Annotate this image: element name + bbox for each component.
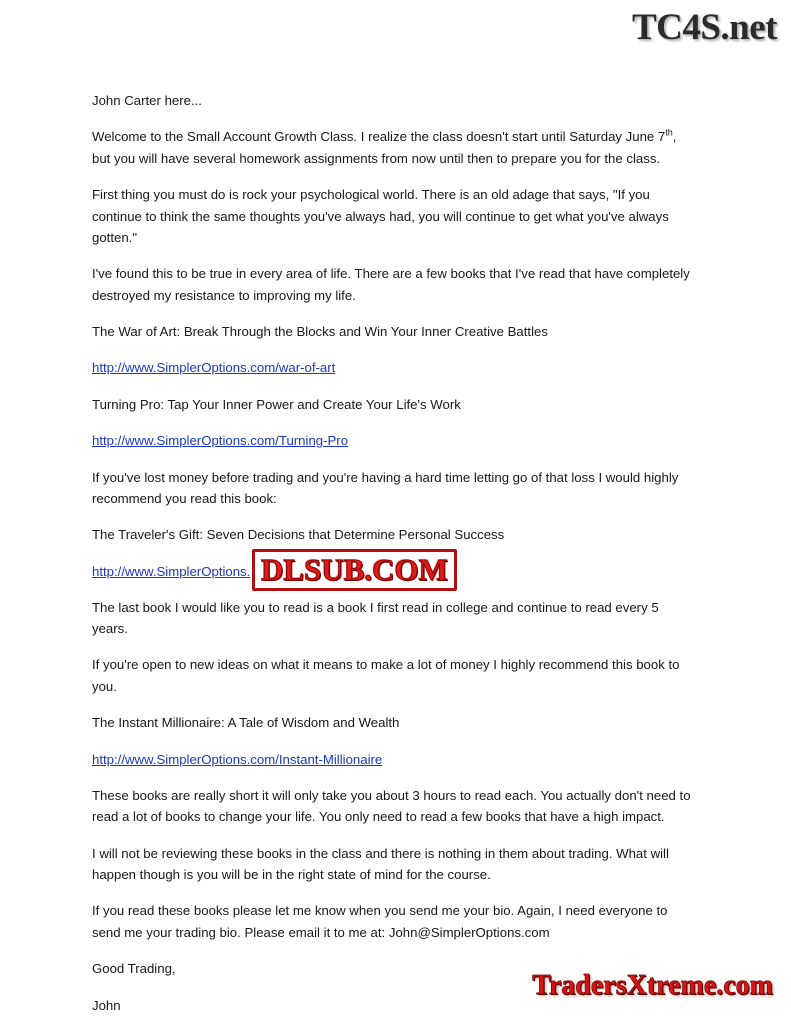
- link-travelers-gift[interactable]: http://www.SimplerOptions.: [92, 563, 251, 579]
- book-title-instant-millionaire: The Instant Millionaire: A Tale of Wisdom and Wealth: [92, 715, 400, 731]
- signature-line: John: [92, 997, 121, 1013]
- book-title-travelers-gift: The Traveler's Gift: Seven Decisions that Determine Personal Success: [92, 527, 505, 543]
- link-row-travelers-gift: [92, 551, 698, 595]
- paragraph-found-true: I've found this to be true in every area of life. There are a few books that I've read that have completely destroyed my resistance to improving my life.: [92, 266, 690, 303]
- book-title-turning-pro: Turning Pro: Tap Your Inner Power and Create Your Life's Work: [92, 396, 461, 412]
- paragraph-bio-request: If you read these books please let me know when you send me your bio. Again, I need everyone to send me your trading bio. Please email it to me at: John@SimplerOptions.com: [92, 903, 668, 940]
- watermark-bottom-right: TradersXtreme.com: [532, 970, 773, 1001]
- paragraph-first-thing: First thing you must do is rock your psychological world. There is an old adage that says, "If you continue to think the same thoughts you've always had, you will continue to get what you've always gotten.": [92, 187, 669, 245]
- watermark-dlsub: DLSUB.COM: [252, 549, 457, 591]
- welcome-text-part-1: Welcome to the Small Account Growth Class. I realize the class doesn't start until Saturday June 7: [92, 129, 666, 145]
- book-title-war-of-art: The War of Art: Break Through the Blocks and Win Your Inner Creative Battles: [92, 324, 548, 339]
- link-war-of-art[interactable]: http://www.SimplerOptions.com/war-of-art: [92, 360, 336, 376]
- date-ordinal-suffix: th: [665, 127, 673, 138]
- welcome-text-part-2: , but you will have several homework assignments from now until then to prepare you for the class.: [92, 129, 677, 166]
- paragraph-not-reviewing: I will not be reviewing these books in the class and there is nothing in them about trading. What will happen though is you will be in the right state of mind for the course.: [92, 845, 669, 882]
- signoff-line: Good Trading,: [92, 961, 176, 977]
- greeting-line: John Carter here...: [92, 93, 202, 108]
- paragraph-last-book: The last book I would like you to read is a book I first read in college and continue to read every 5 years.: [92, 599, 659, 636]
- link-instant-millionaire[interactable]: http://www.SimplerOptions.com/Instant-Millionaire: [92, 751, 383, 767]
- paragraph-lost-money: If you've lost money before trading and you're having a hard time letting go of that loss I would highly recommend you read this book:: [92, 469, 679, 506]
- link-turning-pro[interactable]: http://www.SimplerOptions.com/Turning-Pro: [92, 433, 349, 449]
- paragraph-open-ideas: If you're open to new ideas on what it means to make a lot of money I highly recommend this book to you.: [92, 657, 680, 694]
- letter-body: [92, 90, 698, 1031]
- paragraph-short-books: These books are really short it will only take you about 3 hours to read each. You actually don't need to read a lot of books to change your life. You only need to read a few books that have a high impact.: [92, 787, 691, 825]
- paragraph-welcome: [92, 126, 698, 169]
- watermark-top-right: TC4S.net: [631, 7, 777, 48]
